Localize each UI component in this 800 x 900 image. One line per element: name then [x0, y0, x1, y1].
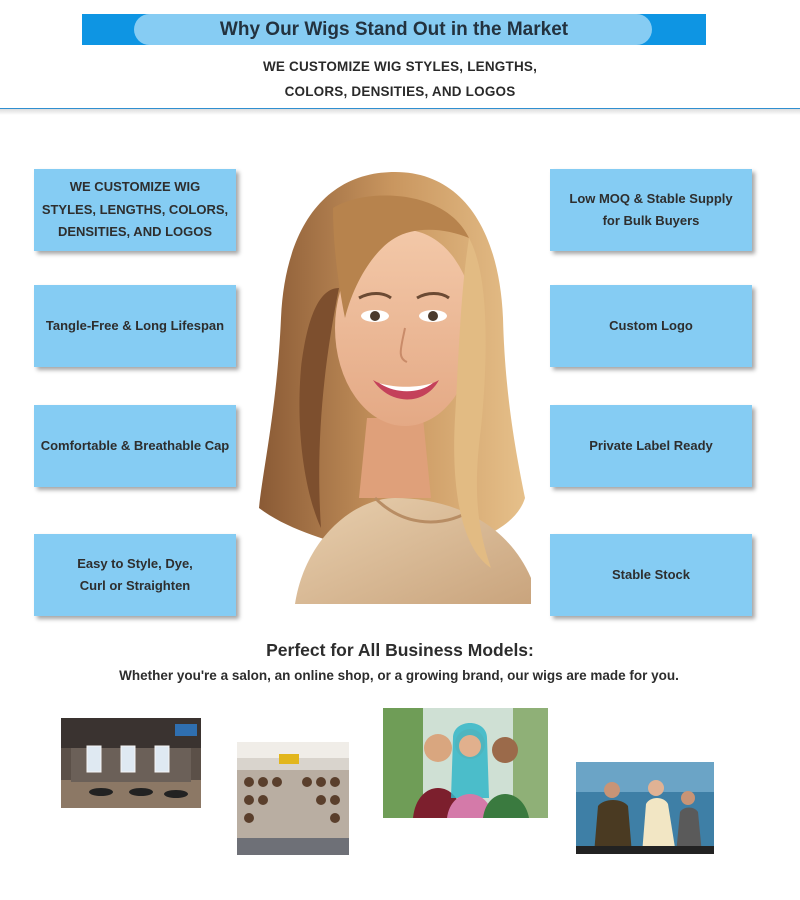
wig-shop-photo	[237, 742, 349, 855]
feature-label: WE CUSTOMIZE WIG STYLES, LENGTHS, COLORS, DENSITIES, AND LOGOS	[41, 179, 229, 240]
party-women-colored-wigs-photo	[383, 708, 548, 818]
feature-box-tangle-free	[34, 285, 236, 367]
feature-box-low-moq	[550, 169, 752, 251]
feature-label: Custom Logo	[609, 317, 693, 333]
salon-interior-photo	[61, 718, 201, 808]
business-section-title: Perfect for All Business Models:	[266, 640, 534, 660]
feature-label: Low MOQ & Stable Supply for Bulk Buyers	[569, 190, 733, 228]
feature-box-easy-style	[34, 534, 236, 616]
feature-box-breathable-cap	[34, 405, 236, 487]
subtitle-line-1: WE CUSTOMIZE WIG STYLES, LENGTHS,	[262, 59, 538, 74]
feature-label: Comfortable & Breathable Cap	[40, 437, 230, 453]
feature-label: Stable Stock	[611, 566, 691, 582]
feature-label: Private Label Ready	[589, 437, 713, 453]
model-portrait-image	[255, 168, 533, 604]
feature-label: Tangle-Free & Long Lifespan	[45, 317, 225, 333]
feature-box-custom-logo	[550, 285, 752, 367]
header-subtitle	[150, 55, 650, 104]
page-title: Why Our Wigs Stand Out in the Market	[219, 19, 569, 40]
feature-box-private-label	[550, 405, 752, 487]
business-section-subtitle: Whether you're a salon, an online shop, or a growing brand, our wigs are made for you.	[119, 668, 679, 683]
subtitle-line-2: COLORS, DENSITIES, AND LOGOS	[284, 83, 516, 99]
feature-label: Easy to Style, Dye, Curl or Straighten	[77, 555, 193, 593]
feature-box-stable-stock	[550, 534, 752, 616]
header-divider-shadow	[0, 109, 800, 115]
theater-costume-actors-photo	[576, 762, 714, 854]
header-banner	[82, 14, 706, 45]
feature-box-customize	[34, 169, 236, 251]
